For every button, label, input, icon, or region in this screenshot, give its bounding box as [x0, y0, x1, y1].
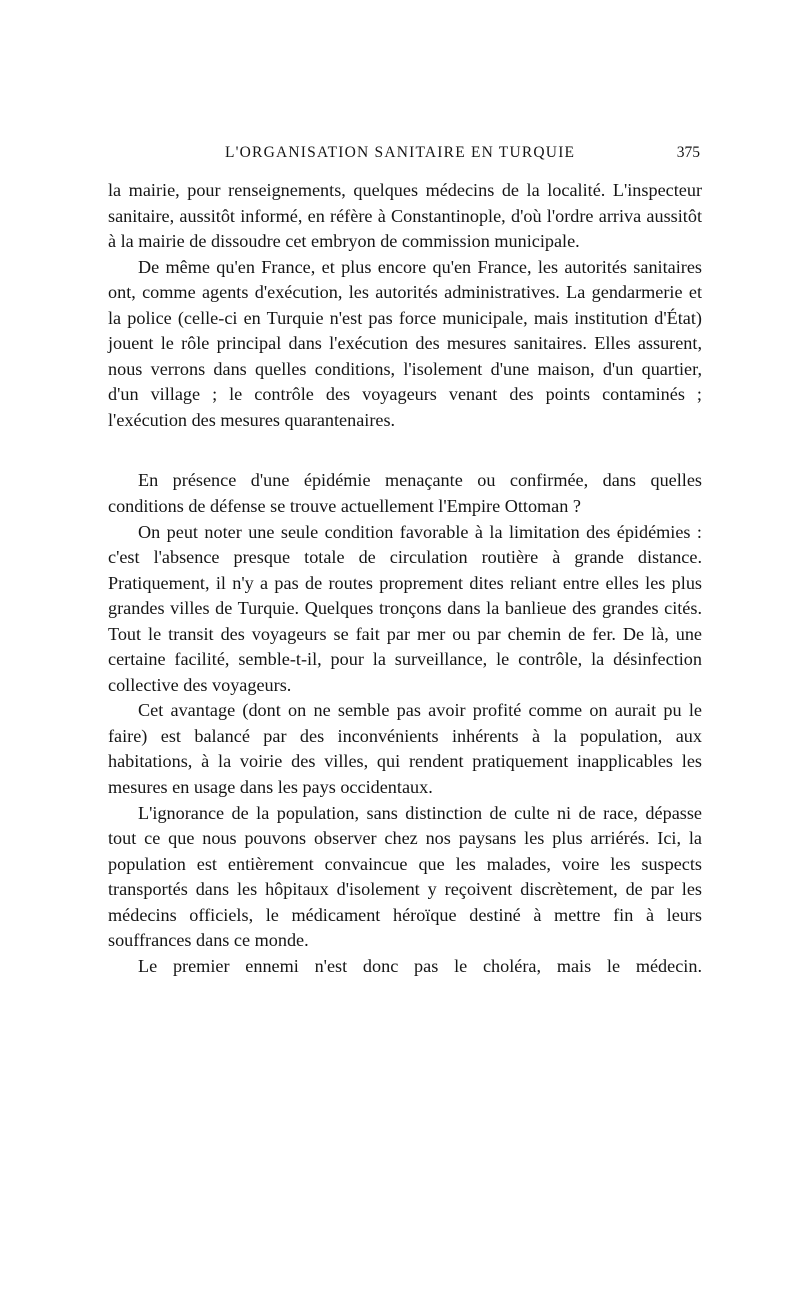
page-number: 375: [676, 144, 700, 161]
running-header: [110, 140, 700, 170]
paragraph-advantage-balanced: Cet avantage (dont on ne semble pas avoir profité comme on aurait pu le faire) est balancé par des inconvénients inhérents à la population, aux habitations, à la voirie des villes, qui rendent pratiquement inapplicables les mesures en usage dans les pays occidentaux.: [108, 700, 702, 798]
paragraph-first-enemy: Le premier ennemi n'est donc pas le choléra, mais le médecin.: [138, 955, 702, 976]
paragraph-continuation: la mairie, pour renseignements, quelques médecins de la localité. L'inspecteur sanitaire, aussitôt informé, en réfère à Constantinople, d'où l'ordre arriva aussitôt à la mairie de dissoudre cet embryon de commission municipale.: [108, 180, 702, 252]
paragraph-sanitary-authorities: De même qu'en France, et plus encore qu'en France, les autorités sanitaires ont, comme agents d'exécution, les autorités administratives. La gendarmerie et la police (celle-ci en Turquie n'est pas force municipale, mais institution d'État) jouent le rôle principal dans l'exécution des mesures sanitaires. Elles assurent, nous verrons dans quelles conditions, l'isolement d'une maison, d'un quartier, d'un village ; le contrôle des voyageurs venant des points contaminés ; l'exécution des mesures quarantenaires.: [108, 256, 702, 430]
paragraph-favorable-condition: On peut noter une seule condition favorable à la limitation des épidémies : c'est l'absence presque totale de circulation routière à grande distance. Pratiquement, il n'y a pas de routes proprement dites reliant entre elles les plus grandes villes de Turquie. Quelques tronçons dans la banlieue des grandes cités. Tout le transit des voyageurs se fait par mer ou par chemin de fer. De là, une certaine facilité, semble-t-il, pour la surveillance, le contrôle, la désinfection collective des voyageurs.: [108, 521, 702, 695]
paragraph-epidemic-question: En présence d'une épidémie menaçante ou confirmée, dans quelles conditions de défense se trouve actuellement l'Empire Ottoman ?: [108, 470, 702, 517]
paragraph-population-ignorance: L'ignorance de la population, sans distinction de culte ni de race, dépasse tout ce que nous pouvons observer chez nos paysans les plus arriérés. Ici, la population est entièrement convaincue que les malades, voire les suspects transportés dans les hôpitaux d'isolement y reçoivent discrètement, de par les médecins officiels, le médicament héroïque destiné à mettre fin à leurs souffrances dans ce monde.: [108, 802, 702, 951]
body-text: [108, 178, 702, 979]
running-title: L'ORGANISATION SANITAIRE EN TURQUIE: [225, 144, 576, 161]
